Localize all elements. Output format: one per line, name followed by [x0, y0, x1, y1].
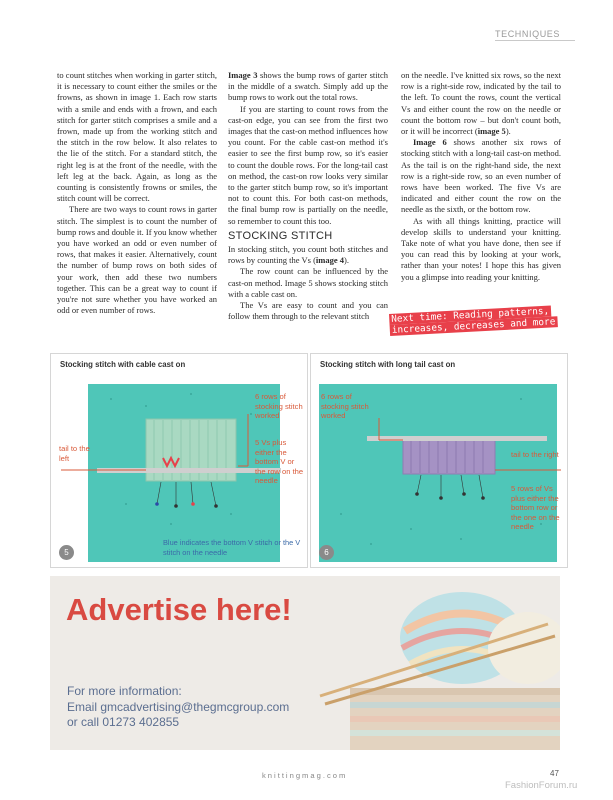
- page-number: 47: [550, 769, 559, 778]
- text-column-1: [57, 70, 217, 316]
- knit-swatch: [403, 438, 495, 474]
- paragraph: There are two ways to count rows in garter stitch. The simplest is to count the number of bump rows and double it. If you know whether you have worked an odd or even number of rows, that makes it easier. Alternatively, count the number of bump rows on both sides of your work, then add these two numbers together. This can be a great way to count if you're not sure whether you have worked an odd or even number of rows.: [57, 204, 217, 316]
- advert-line: For more information:: [67, 684, 182, 698]
- image-ref: Image 6: [413, 137, 447, 148]
- panel-title: Stocking stitch with long tail cast on: [320, 360, 456, 369]
- watermark: FashionForum.ru: [505, 780, 578, 791]
- image-ref: image 5: [477, 126, 506, 137]
- vs-annotation: 5 Vs plus either the bottom V or the row on the needle: [255, 438, 304, 486]
- footer-site[interactable]: knittingmag.com: [262, 771, 348, 780]
- paragraph: to count stitches when working in garter stitch, it is necessary to count either the smiles or the frowns, as shown in image 1. Each row starts with a smile and ends with a frown, and each stitch for garter stitch comprises a smile and a frown, made up from the working stitch and the stitch in the row below. It also relates to the lie of the stitch. For a standard stitch, the right leg is at the front of the needle, with the left leg at the back. Again, as long as the counting is consistently frowns or smiles, the stitch count will be correct.: [57, 70, 217, 204]
- vs-annotation: 5 rows of Vs plus either the bottom row or the one on the needle: [511, 484, 560, 532]
- paragraph: The row count can be influenced by the cast-on method. Image 5 shows stocking stitch with a cable cast on.: [228, 266, 388, 299]
- panel-title: Stocking stitch with cable cast on: [60, 360, 186, 369]
- tail-annotation: tail to the right: [511, 450, 559, 459]
- panel-caption: Blue indicates the bottom V stitch or the V stitch on the needle: [163, 538, 301, 557]
- rows-annotation: 6 rows of stocking stitch worked: [321, 392, 369, 421]
- text-column-2: [228, 70, 388, 322]
- text-column-3: [401, 70, 561, 283]
- subheading: STOCKING STITCH: [228, 229, 333, 242]
- paragraph: Image 3 shows the bump rows of garter stitch in the middle of a swatch. Simply add up the bump rows to work out the total rows.: [228, 70, 388, 103]
- image-panel-6: [310, 353, 568, 568]
- next-time-banner: [389, 305, 558, 336]
- advertisement: [50, 576, 560, 750]
- image-panel-5: [50, 353, 308, 568]
- image-ref: image 4: [315, 255, 344, 266]
- advert-phone: or call 01273 402855: [67, 715, 180, 729]
- paragraph: on the needle. I've knitted six rows, so the next row is a right-side row, indicated by the tail to the left. To count the rows, count the vertical Vs and either count the row on the needle or count the bottom row – but don't count both, or it will be incorrect (image 5).: [401, 70, 561, 137]
- rows-annotation: 6 rows of stocking stitch worked: [255, 392, 303, 421]
- image-ref: Image 3: [228, 70, 258, 80]
- section-header: [495, 24, 575, 41]
- advert-email[interactable]: Email gmcadvertising@thegmcgroup.com: [67, 699, 290, 714]
- image-number: 6: [319, 545, 334, 560]
- tail-annotation: tail to the left: [59, 444, 90, 463]
- paragraph: The Vs are easy to count and you can follow them through to the relevant stitch: [228, 300, 388, 322]
- paragraph: If you are starting to count rows from the cast-on edge, you can see from the first two images that the cast-on method influences how you count. For the cable cast-on method it's easier to see the first bump row, so it's easier to count the double rows. For the long-tail cast on method, the cast-on row looks very similar to the garter stitch bump row, so it's important not to count this. For both cast-on methods, the final bump row is partially on the needle, so remember to count this too.: [228, 103, 388, 226]
- paragraph: In stocking stitch, you count both stitches and rows by counting the Vs (image 4).: [228, 244, 388, 266]
- next-time-text: Next time: Reading patterns, increases, decreases and more: [390, 305, 556, 336]
- paragraph: As with all things knitting, practice will develop skills to understand your knitting. Take note of what you have done, then see if you can read this by looking at your work, rather than your notes! I hope this has given you a glimpse into reading your knitting.: [401, 215, 561, 282]
- swatch-photo: [311, 354, 567, 567]
- section-label: TECHNIQUES: [495, 29, 561, 39]
- advert-contact: [67, 684, 289, 731]
- advert-headline: Advertise here!: [66, 592, 292, 627]
- image-number: 5: [59, 545, 74, 560]
- paragraph: Image 6 shows another six rows of stocking stitch with a long-tail cast-on method. As the tail is on the right-hand side, the next row is a right-side row, so an even number of rows have been worked. The five Vs are indicated and either count the row on the needle as the sixth, or the bottom row.: [401, 137, 561, 215]
